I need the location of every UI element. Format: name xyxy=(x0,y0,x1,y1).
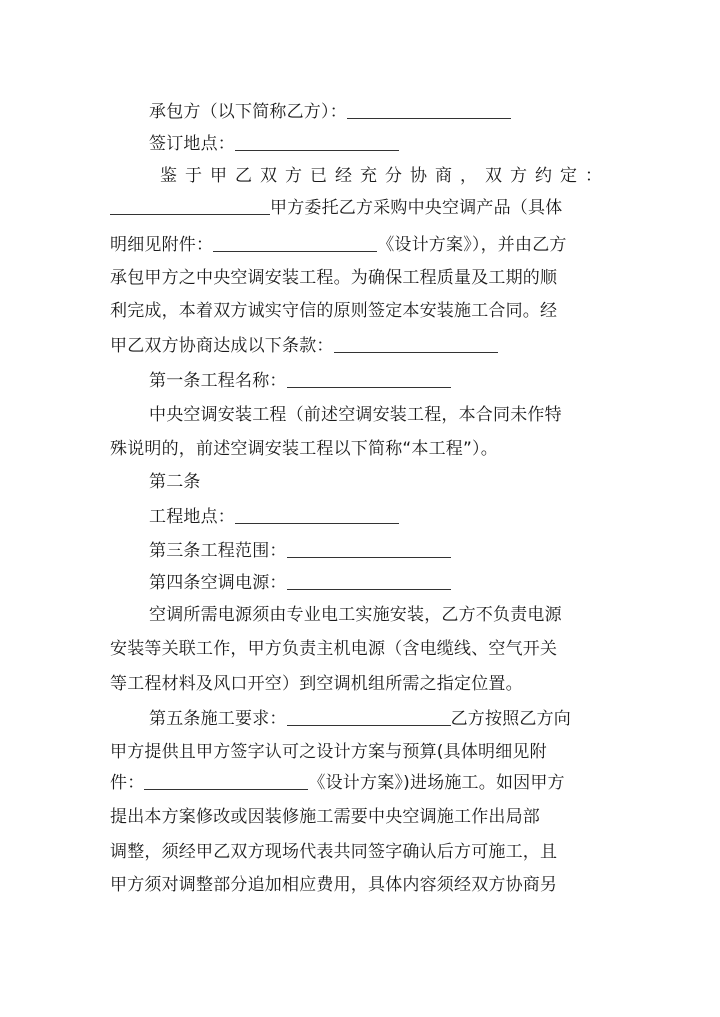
paragraph-line: 安装等关联工作，甲方负责主机电源（含电缆线、空气开关 xyxy=(110,639,558,659)
agreement-intro: 鉴于甲乙双方已经充分协商，双方约定： xyxy=(160,166,610,186)
paragraph-line: 调整，须经甲乙双方现场代表共同签字确认后方可施工，且 xyxy=(110,842,558,862)
contractor-line xyxy=(149,101,669,123)
attachment-blank xyxy=(213,235,377,252)
project-location-label: 工程地点： xyxy=(149,507,235,527)
entrust-text: 甲方委托乙方采购中央空调产品（具体 xyxy=(270,198,563,218)
paragraph-line: 甲方须对调整部分追加相应费用，具体内容须经双方协商另 xyxy=(110,875,558,895)
article-3-label: 第三条工程范围： xyxy=(149,541,287,561)
attachment-2-blank xyxy=(144,773,308,790)
article-1-label: 第一条工程名称： xyxy=(149,371,287,391)
paragraph-line: 提出本方案修改或因装修施工需要中央空调施工作出局部 xyxy=(110,807,540,827)
article-1-line xyxy=(149,370,669,392)
paragraph-line: 等工程材料及风口开空）到空调机组所需之指定位置。 xyxy=(110,674,523,694)
entrust-blank xyxy=(110,198,270,215)
paragraph-line: 利完成，本着双方诚实守信的原则签定本安装施工合同。经 xyxy=(110,301,558,321)
signing-place-blank xyxy=(235,134,399,151)
paragraph-line: 甲方提供且甲方签字认可之设计方案与预算(具体明细见附 xyxy=(110,742,547,762)
project-name-blank xyxy=(287,371,451,388)
paragraph-line: 空调所需电源须由专业电工实施安装，乙方不负责电源 xyxy=(149,605,562,625)
signing-place-line xyxy=(149,133,669,155)
terms-blank xyxy=(334,336,498,353)
contractor-label: 承包方（以下简称乙方）： xyxy=(149,102,347,122)
terms-label: 甲乙双方协商达成以下条款： xyxy=(110,336,334,356)
paragraph-line: 承包甲方之中央空调安装工程。为确保工程质量及工期的顺 xyxy=(110,268,558,288)
project-scope-blank xyxy=(287,541,451,558)
construction-req-blank xyxy=(287,709,451,726)
attachment-text: 《设计方案》），并由乙方 xyxy=(377,235,567,255)
project-location-blank xyxy=(235,507,399,524)
contractor-blank xyxy=(347,102,511,119)
attachment-2-label: 件： xyxy=(110,773,145,793)
article-5-line xyxy=(149,708,669,730)
paragraph-line xyxy=(110,772,630,794)
paragraph-line xyxy=(110,234,630,256)
article-5-text: 乙方按照乙方向 xyxy=(450,709,572,729)
article-4-line xyxy=(149,572,669,594)
signing-place-label: 签订地点： xyxy=(149,134,235,154)
project-location-line xyxy=(149,506,669,528)
article-5-label: 第五条施工要求： xyxy=(149,709,287,729)
power-supply-blank xyxy=(287,573,451,590)
attachment-2-text: 《设计方案》)进场施工。如因甲方 xyxy=(308,773,565,793)
paragraph-line xyxy=(110,335,630,357)
article-4-label: 第四条空调电源： xyxy=(149,573,287,593)
article-2-label: 第二条 xyxy=(149,472,201,492)
paragraph-line xyxy=(110,197,630,219)
paragraph-line: 中央空调安装工程（前述空调安装工程，本合同未作特 xyxy=(149,405,562,425)
attachment-label: 明细见附件： xyxy=(110,235,214,255)
paragraph-line: 殊说明的，前述空调安装工程以下简称“本工程”）。 xyxy=(110,439,498,459)
article-3-line xyxy=(149,540,669,562)
